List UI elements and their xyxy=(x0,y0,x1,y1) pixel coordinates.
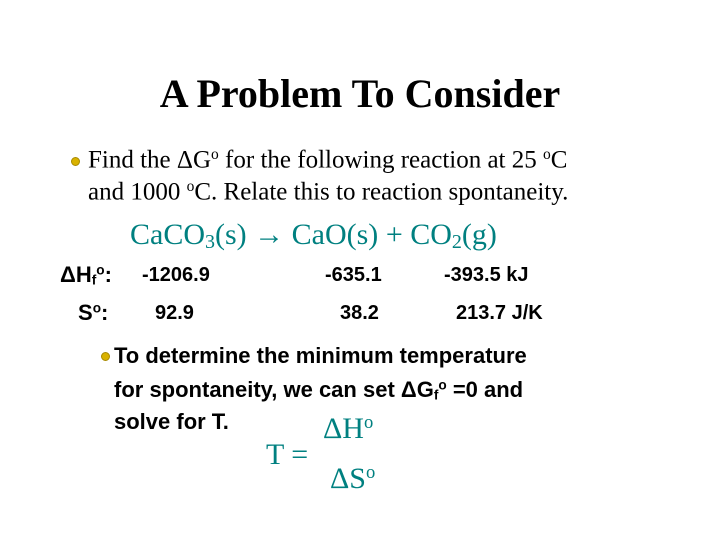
bullet-icon xyxy=(101,352,110,361)
degree-superscript: o xyxy=(543,146,551,163)
entropy-value: 213.7 J/K xyxy=(456,302,543,324)
text-span: =0 and xyxy=(446,377,524,402)
superscript: o xyxy=(92,300,102,316)
problem-text-line-1 xyxy=(88,146,567,175)
entropy-value: 92.9 xyxy=(155,302,194,324)
formula-denominator xyxy=(330,462,375,496)
entropy-row-label xyxy=(78,300,108,326)
delta-h-symbol: ΔH xyxy=(323,412,364,446)
delta-g-symbol: ΔG xyxy=(400,377,434,402)
text-span: and 1000 xyxy=(88,178,187,206)
text-span: : xyxy=(104,262,112,287)
standard-state-superscript: o xyxy=(211,146,219,163)
bullet-icon xyxy=(71,157,80,166)
product-formula: CO xyxy=(410,218,452,251)
page-title: A Problem To Consider xyxy=(159,71,561,116)
text-span: : xyxy=(101,300,109,325)
subscript: f xyxy=(433,387,439,403)
text-span: Find the xyxy=(88,146,177,174)
reaction-equation xyxy=(130,218,497,254)
text-span: S xyxy=(78,300,93,325)
enthalpy-row-label xyxy=(60,262,112,288)
subscript: f xyxy=(91,272,97,288)
superscript: o xyxy=(96,262,105,278)
reactant-formula: CaCO xyxy=(130,218,205,251)
problem-text-line-2 xyxy=(88,178,568,207)
degree-superscript: o xyxy=(186,178,195,195)
text-span: C. Relate this to reaction spontaneity. xyxy=(194,178,569,206)
formula-lhs: T = xyxy=(266,438,309,471)
enthalpy-value: -635.1 xyxy=(325,264,382,286)
method-text-line-1: To determine the minimum temperature xyxy=(114,343,527,368)
method-text-line-2 xyxy=(114,377,523,403)
reaction-arrow-icon: → xyxy=(254,218,285,251)
text-span: for spontaneity, we can set xyxy=(114,377,401,402)
text-span: for the following reaction at 25 xyxy=(218,146,544,174)
enthalpy-value: -393.5 kJ xyxy=(444,264,529,286)
plus-sign: + xyxy=(385,218,403,251)
state-label: (s) xyxy=(215,218,247,251)
formula-numerator xyxy=(323,412,373,446)
enthalpy-value: -1206.9 xyxy=(142,264,210,286)
product-formula: CaO(s) xyxy=(291,218,379,251)
delta-s-symbol: ΔS xyxy=(330,462,366,496)
text-span: C xyxy=(550,146,568,174)
delta-g-symbol: ΔG xyxy=(176,146,212,174)
method-text-line-3: solve for T. xyxy=(114,409,229,434)
subscript: 2 xyxy=(451,231,462,253)
superscript: o xyxy=(363,412,374,433)
text-span: ΔH xyxy=(60,262,92,287)
entropy-value: 38.2 xyxy=(340,302,379,324)
superscript: o xyxy=(365,462,376,483)
state-label: (g) xyxy=(461,218,497,251)
subscript: 3 xyxy=(205,231,215,253)
superscript: o xyxy=(438,377,447,393)
